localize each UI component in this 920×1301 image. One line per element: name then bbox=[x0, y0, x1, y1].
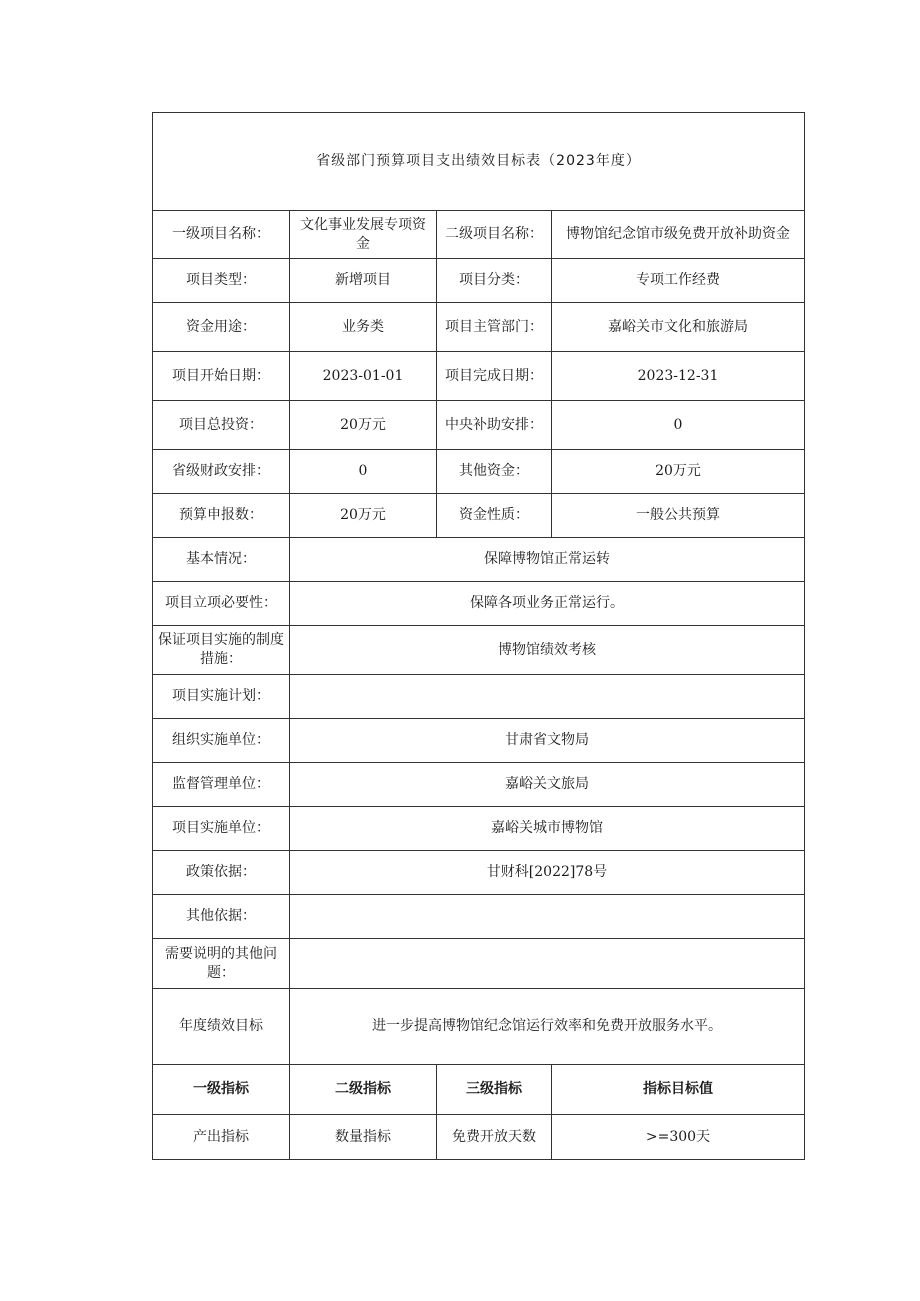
basic-situation-label: 基本情况： bbox=[153, 538, 290, 582]
policy-basis-value: 甘财科[2022]78号 bbox=[290, 851, 805, 895]
other-issues-value bbox=[290, 939, 805, 989]
indicator-level2-cell: 数量指标 bbox=[290, 1115, 437, 1160]
supervising-unit-label: 监督管理单位： bbox=[153, 763, 290, 807]
table-row bbox=[153, 1115, 805, 1160]
end-date-label: 项目完成日期： bbox=[437, 352, 552, 401]
project-category-value: 专项工作经费 bbox=[552, 259, 805, 303]
other-issues-label: 需要说明的其他问题： bbox=[153, 939, 290, 989]
annual-goal-label: 年度绩效目标 bbox=[153, 989, 290, 1065]
project-category-label: 项目分类： bbox=[437, 259, 552, 303]
provincial-finance-value: 0 bbox=[290, 450, 437, 494]
necessity-label: 项目立项必要性： bbox=[153, 582, 290, 626]
project-type-value: 新增项目 bbox=[290, 259, 437, 303]
annual-goal-value: 进一步提高博物馆纪念馆运行效率和免费开放服务水平。 bbox=[290, 989, 805, 1065]
other-basis-label: 其他依据： bbox=[153, 895, 290, 939]
fund-nature-value: 一般公共预算 bbox=[552, 494, 805, 538]
measures-value: 博物馆绩效考核 bbox=[290, 626, 805, 675]
central-subsidy-label: 中央补助安排： bbox=[437, 401, 552, 450]
indicator-header-level1: 一级指标 bbox=[153, 1065, 290, 1115]
indicator-header-level3: 三级指标 bbox=[437, 1065, 552, 1115]
total-investment-label: 项目总投资： bbox=[153, 401, 290, 450]
start-date-value: 2023-01-01 bbox=[290, 352, 437, 401]
page-title: 省级部门预算项目支出绩效目标表（2023年度） bbox=[153, 113, 805, 211]
level1-project-name-label: 一级项目名称： bbox=[153, 211, 290, 259]
budget-amount-value: 20万元 bbox=[290, 494, 437, 538]
policy-basis-label: 政策依据： bbox=[153, 851, 290, 895]
necessity-value: 保障各项业务正常运行。 bbox=[290, 582, 805, 626]
budget-amount-label: 预算申报数： bbox=[153, 494, 290, 538]
indicator-target-cell: >=300天 bbox=[552, 1115, 805, 1160]
level1-project-name-value: 文化事业发展专项资金 bbox=[290, 211, 437, 259]
start-date-label: 项目开始日期： bbox=[153, 352, 290, 401]
fund-usage-value: 业务类 bbox=[290, 303, 437, 352]
total-investment-value: 20万元 bbox=[290, 401, 437, 450]
performance-target-table bbox=[152, 112, 805, 1160]
managing-department-value: 嘉峪关市文化和旅游局 bbox=[552, 303, 805, 352]
provincial-finance-label: 省级财政安排： bbox=[153, 450, 290, 494]
other-funds-label: 其他资金： bbox=[437, 450, 552, 494]
fund-usage-label: 资金用途： bbox=[153, 303, 290, 352]
measures-label: 保证项目实施的制度措施： bbox=[153, 626, 290, 675]
organizing-unit-label: 组织实施单位： bbox=[153, 719, 290, 763]
other-funds-value: 20万元 bbox=[552, 450, 805, 494]
implementation-plan-label: 项目实施计划： bbox=[153, 675, 290, 719]
indicator-header-level2: 二级指标 bbox=[290, 1065, 437, 1115]
organizing-unit-value: 甘肃省文物局 bbox=[290, 719, 805, 763]
implementation-plan-value bbox=[290, 675, 805, 719]
supervising-unit-value: 嘉峪关文旅局 bbox=[290, 763, 805, 807]
central-subsidy-value: 0 bbox=[552, 401, 805, 450]
fund-nature-label: 资金性质： bbox=[437, 494, 552, 538]
managing-department-label: 项目主管部门： bbox=[437, 303, 552, 352]
level2-project-name-label: 二级项目名称： bbox=[437, 211, 552, 259]
indicator-header-target: 指标目标值 bbox=[552, 1065, 805, 1115]
end-date-value: 2023-12-31 bbox=[552, 352, 805, 401]
implementing-unit-value: 嘉峪关城市博物馆 bbox=[290, 807, 805, 851]
implementing-unit-label: 项目实施单位： bbox=[153, 807, 290, 851]
level2-project-name-value: 博物馆纪念馆市级免费开放补助资金 bbox=[552, 211, 805, 259]
indicator-level3-cell: 免费开放天数 bbox=[437, 1115, 552, 1160]
other-basis-value bbox=[290, 895, 805, 939]
basic-situation-value: 保障博物馆正常运转 bbox=[290, 538, 805, 582]
indicator-level1-cell: 产出指标 bbox=[153, 1115, 290, 1160]
project-type-label: 项目类型： bbox=[153, 259, 290, 303]
